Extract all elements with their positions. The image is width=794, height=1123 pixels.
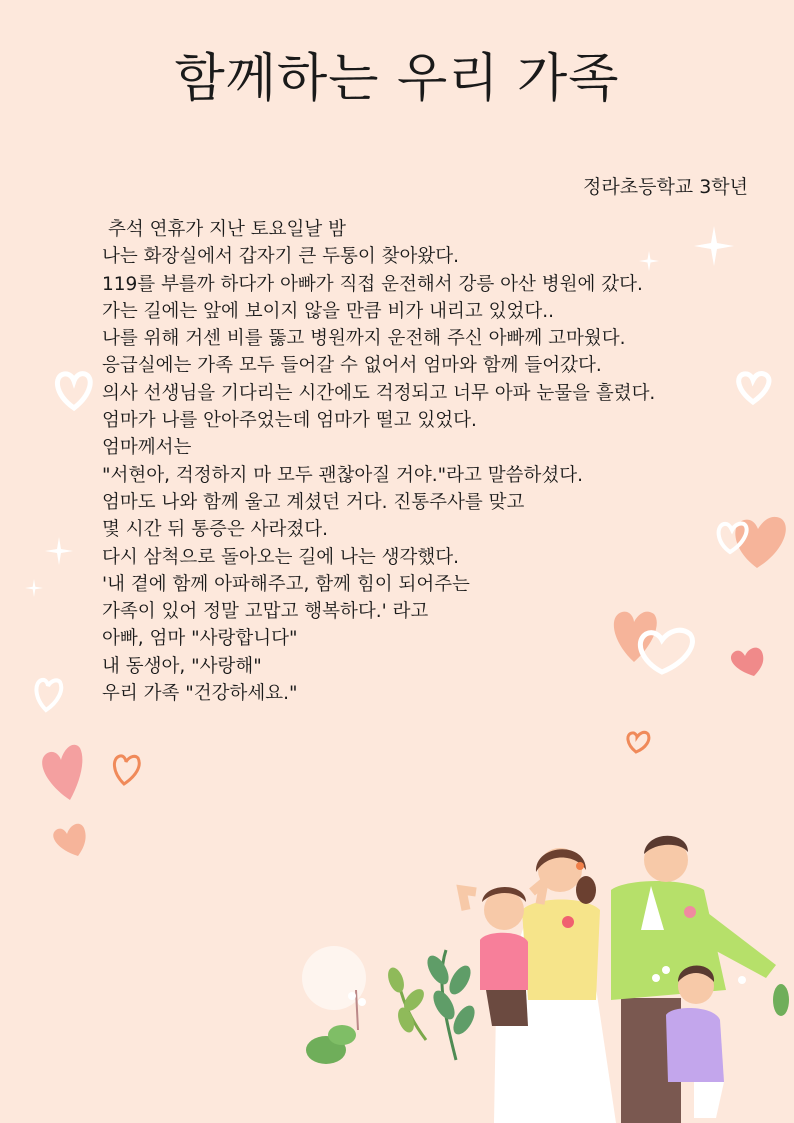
- sparkle-icon: [24, 578, 44, 598]
- poem-line: 가족이 있어 정말 고맙고 행복하다.' 라고: [102, 601, 429, 623]
- poem-line: 의사 선생님을 기다리는 시간에도 걱정되고 너무 아파 눈물을 흘렸다.: [102, 382, 656, 404]
- poem-line: 몇 시간 뒤 통증은 사라졌다.: [102, 519, 328, 541]
- poem-line: 엄마가 나를 안아주었는데 엄마가 떨고 있었다.: [102, 410, 477, 432]
- poem-line: 엄마께서는: [102, 437, 192, 459]
- heart-icon: [44, 816, 90, 860]
- poem-line: 내 동생아, "사랑해": [102, 655, 262, 677]
- poem-line: 엄마도 나와 함께 울고 계셨던 거다. 진통주사를 맞고: [102, 491, 525, 513]
- poem-line: 다시 삼척으로 돌아오는 길에 나는 생각했다.: [102, 546, 459, 568]
- poem-line: '내 곁에 함께 아파해주고, 함께 힘이 되어주는: [102, 573, 470, 595]
- heart-icon: [108, 748, 142, 788]
- poem-line: 응급실에는 가족 모두 들어갈 수 없어서 엄마와 함께 들어갔다.: [102, 355, 602, 377]
- poem-line: 119를 부를까 하다가 아빠가 직접 운전해서 강릉 아산 병원에 갔다.: [102, 273, 643, 295]
- heart-icon: [32, 672, 64, 714]
- family-illustration: [296, 830, 794, 1123]
- poem-body: [102, 216, 742, 707]
- poem-line: 가는 길에는 앞에 보이지 않을 만큼 비가 내리고 있었다..: [102, 300, 554, 322]
- poem-line: "서현아, 걱정하지 마 모두 괜찮아질 거야."라고 말씀하셨다.: [102, 464, 583, 486]
- school-label: 정라초등학교 3학년: [583, 176, 748, 198]
- sparkle-icon: [44, 536, 74, 566]
- page-title: 함께하는 우리 가족: [174, 49, 620, 109]
- heart-icon: [52, 366, 96, 412]
- poem-line: 나를 위해 거센 비를 뚫고 병원까지 운전해 주신 아빠께 고마웠다.: [102, 328, 626, 350]
- poem-line: 우리 가족 "건강하세요.": [102, 683, 298, 705]
- heart-icon: [26, 732, 84, 804]
- poem-line: 아빠, 엄마 "사랑합니다": [102, 628, 298, 650]
- poem-line: 추석 연휴가 지난 토요일날 밤: [108, 219, 346, 240]
- heart-icon: [624, 728, 652, 754]
- poem-line: 나는 화장실에서 갑자기 큰 두통이 찾아왔다.: [102, 246, 459, 268]
